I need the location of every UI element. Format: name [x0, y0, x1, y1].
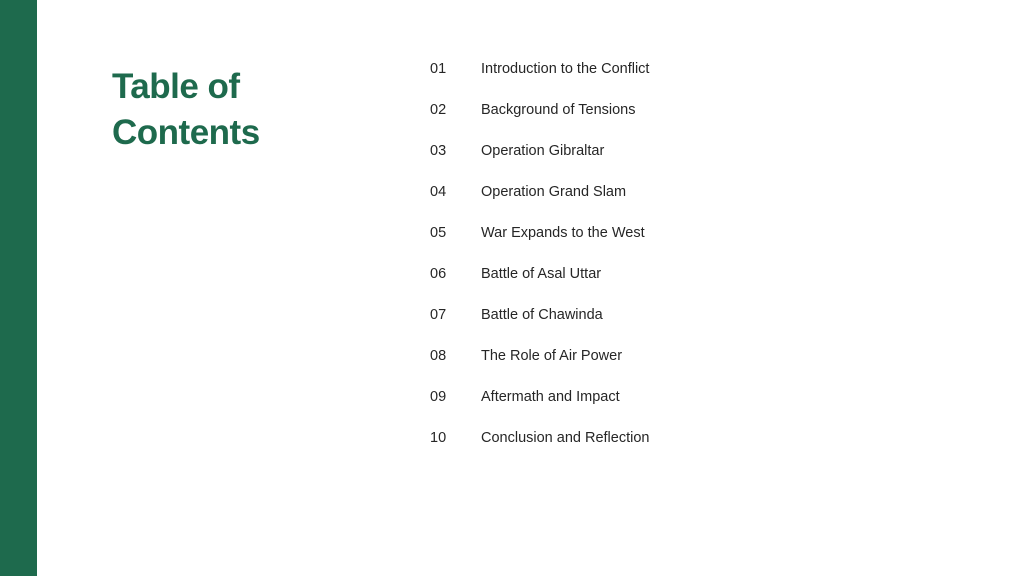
- toc-item-label: Aftermath and Impact: [481, 388, 620, 405]
- page-title: Table of Contents: [112, 67, 260, 152]
- toc-item: [420, 171, 940, 212]
- toc-item-number: 10: [430, 429, 447, 446]
- toc-item-number: 09: [430, 388, 447, 405]
- toc-item-label: Battle of Chawinda: [481, 306, 603, 323]
- toc-item: [420, 48, 940, 89]
- toc-item-number: 01: [430, 60, 447, 77]
- toc-item-label: Operation Gibraltar: [481, 142, 605, 159]
- toc-item-label: War Expands to the West: [481, 224, 645, 241]
- toc-item-number: 03: [430, 142, 447, 159]
- accent-side-bar: [0, 0, 37, 576]
- toc-item-number: 06: [430, 265, 447, 282]
- toc-item-number: 05: [430, 224, 447, 241]
- toc-item-label: Conclusion and Reflection: [481, 429, 650, 446]
- table-of-contents-list: [420, 48, 940, 458]
- toc-item-number: 02: [430, 101, 447, 118]
- toc-item: [420, 294, 940, 335]
- toc-item: [420, 253, 940, 294]
- toc-item: [420, 89, 940, 130]
- toc-item: [420, 130, 940, 171]
- toc-item-label: Background of Tensions: [481, 101, 636, 118]
- toc-item: [420, 376, 940, 417]
- toc-item-number: 04: [430, 183, 447, 200]
- toc-item-number: 07: [430, 306, 447, 323]
- toc-item-number: 08: [430, 347, 447, 364]
- toc-item: [420, 212, 940, 253]
- toc-item-label: The Role of Air Power: [481, 347, 623, 364]
- toc-item: [420, 335, 940, 376]
- toc-item-label: Battle of Asal Uttar: [481, 265, 602, 282]
- toc-item-label: Introduction to the Conflict: [481, 60, 650, 77]
- toc-item-label: Operation Grand Slam: [481, 183, 627, 200]
- toc-item: [420, 417, 940, 458]
